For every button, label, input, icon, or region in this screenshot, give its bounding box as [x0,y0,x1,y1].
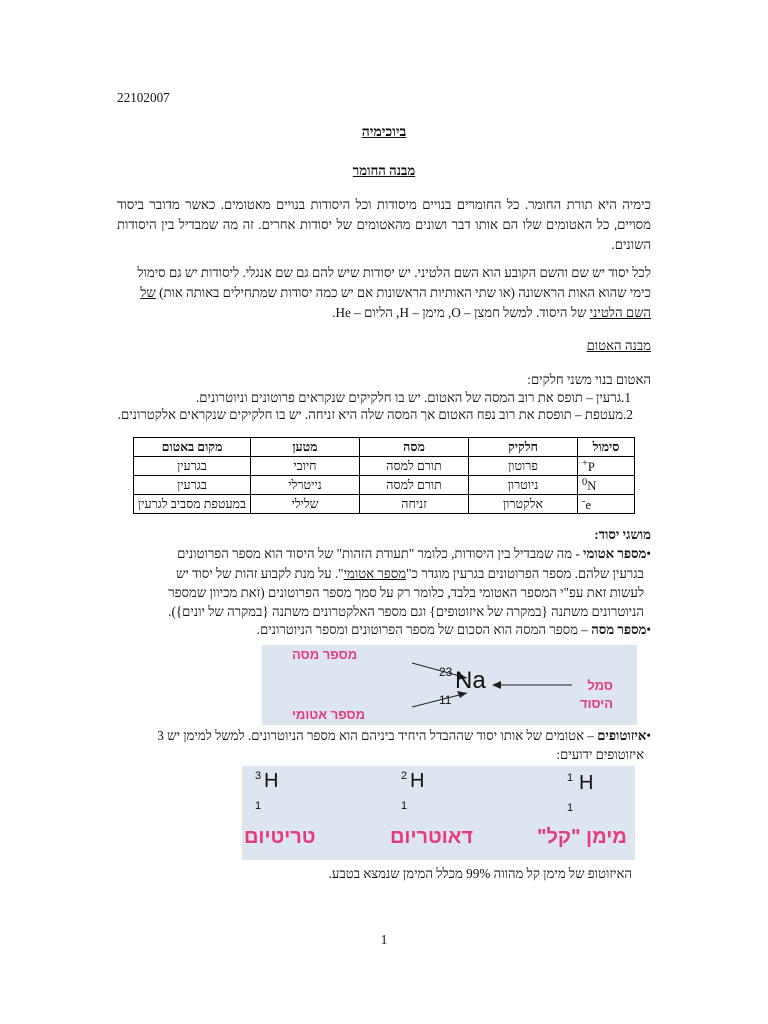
table-cell: חיובי [251,457,360,476]
atomic-number-text: ". על מנת לקבוע זהות של יסוד יש [175,566,344,581]
isotope-abundance-note: האיזוטופ של מימן קל מהווה 99% מכלל המימן שנמצא בטבע. [328,866,632,881]
protium-atomic-number: 1 [567,802,574,814]
table-cell-symbol [578,476,635,495]
protium-symbol: H [579,772,594,794]
latin-name-underlined: השם הלטיני [589,305,651,320]
table-cell: שלילי [251,495,360,514]
atom-structure-lead: האטום בנוי משני חלקים: [527,372,651,387]
hydrogen-isotopes-diagram [242,766,635,860]
tritium-symbol: H [264,770,279,792]
element-symbol-label [580,677,613,713]
atomic-number-label: מספר אטומי [292,707,366,722]
intro-paragraph-2-line-2 [140,285,651,301]
element-symbol-label-line-1: סמל [587,678,614,693]
table-cell: נייטרלי [251,476,360,495]
intro-line-2-underlined: של [140,285,156,300]
table-cell: במעטפת מסביב לגרעין [134,495,251,514]
section-title-matter-structure: מבנה החומר [352,163,416,178]
mass-number-text: – מספר המסה הוא הסכום של מספר הפרוטונים ומספר הניוטרונים. [256,622,592,637]
intro-paragraph-1: כימיה היא תורת החומר. כל החומרים בנויים מיסודות וכל היסודות בנויים מאטומים. כאשר מדובר ביסוד מסויים, כל האטומים שלו הם אותו דבר ושונים מהאטומים של יסודות אחרים. זה מה שמבדיל בין היסודות השונים. [117,197,651,252]
concepts-heading: מושגי יסוד: [594,527,651,542]
table-header-cell: מסה [360,438,469,457]
particle-table [133,437,635,514]
table-cell: תורם למסה [360,476,469,495]
bullet: • [646,728,651,743]
intro-paragraph-2-line-3 [332,305,651,321]
atomic-number-text: - מה שמבדיל בין היסודות, כלומר "תעודת הזהות" של היסוד הוא מספר הפרוטונים [177,546,584,561]
symbol-text: +P [582,457,595,474]
intro-line-2-text: כימי שהוא האות הראשונה (או שתי האותיות הראשונות אם יש כמה יסודות שמתחילים באותה אות) [159,285,651,300]
tritium-atomic-number: 1 [255,800,262,812]
bullet: • [646,546,651,561]
table-header-row [134,438,635,457]
atomic-number-value: 11 [439,693,452,707]
table-cell-symbol [578,495,635,514]
atomic-number-underlined: מספר אטומי [343,566,407,581]
atomic-number-line-1 [177,546,651,562]
table-row [134,457,635,476]
document-title: ביוכימיה [361,125,407,140]
atom-part-nucleus: 1.גרעין – תופס את רוב המסה של האטום. יש בו חלקיקים שנקראים פרוטונים וניוטרונים. [196,390,631,405]
isotopes-text: – אטומים של אותו יסוד שההבדל היחיד ביניהם הוא מספר הניוטרונים. למשל למימן יש 3 [157,728,598,743]
symbol-text: -e [582,495,592,512]
atom-structure-heading: מבנה האטום [586,338,651,353]
mass-number-value: 23 [439,665,453,679]
table-header-cell: חלקיק [469,438,578,457]
table-cell: זניחה [360,495,469,514]
atomic-number-line-3: לעשות זאת עפ"י המספר האטומי בלבד, כלומר רק על סמך מספר הפרוטונים (זאת מכיוון שמספר [168,585,644,600]
table-header-cell: מטען [251,438,360,457]
isotopes-line-1 [157,728,651,744]
intro-paragraph-2-line-1: לכל יסוד יש שם והשם הקובע הוא השם הלטיני. יש יסודות שיש להם גם שם אנגלי. ליסודות יש גם סימול [137,265,651,280]
table-row [134,476,635,495]
protium-label: מימן "קל" [537,826,627,848]
table-cell-symbol [578,457,635,476]
mass-number-line [257,622,651,638]
table-cell: בגרעין [134,476,251,495]
table-cell: אלקטרון [469,495,578,514]
table-cell: בגרעין [134,457,251,476]
atomic-number-line-4: הניוטרונים משתנה {במקרה של איזוטופים} וגם מספר האלקטרונים משתנה {במקרה של יונים}). [168,604,644,619]
atomic-number-line-2 [176,566,644,582]
table-row [134,495,635,514]
mass-number-label: מספר מסה [292,647,358,662]
deuterium-mass-number: 2 [401,770,408,782]
deuterium-atomic-number: 1 [401,800,408,812]
atom-part-shell: 2.מעטפת – תופסת את רוב נפח האטום אך המסה שלה היא זניחה. יש בו חלקיקים שנקראים אלקטרונים. [117,407,633,422]
sodium-notation-diagram [262,645,637,725]
table-cell: תורם למסה [360,457,469,476]
atomic-number-term: מספר אטומי [583,546,647,561]
table-cell: ניוטרון [469,476,578,495]
document-date: 22102007 [117,90,170,105]
symbol-text: $^0$N [582,476,597,493]
page-number: 1 [380,932,388,947]
tritium-label: טריטיום [244,826,316,848]
sodium-symbol: Na [455,667,486,694]
atomic-number-text: בגרעין שלהם. מספר הפרוטונים בגרעין מוגדר כ" [406,566,644,581]
isotopes-term: איזוטופים [597,728,647,743]
table-header-cell: סימול [578,438,635,457]
deuterium-label: דאוטריום [390,826,474,848]
bullet: • [646,622,651,637]
protium-mass-number: 1 [567,772,574,784]
tritium-mass-number: 3 [255,770,262,782]
mass-number-term: מספר מסה [591,622,647,637]
table-cell: פרוטון [469,457,578,476]
isotopes-line-2: איזוטופים ידועים: [556,747,644,762]
deuterium-symbol: H [410,770,425,792]
element-symbol-label-line-2: היסוד [580,696,614,711]
intro-line-3-text: של היסוד. למשל חמצן – O, מימן – H, הליום – He. [332,305,590,320]
table-header-cell: מקום באטום [134,438,251,457]
